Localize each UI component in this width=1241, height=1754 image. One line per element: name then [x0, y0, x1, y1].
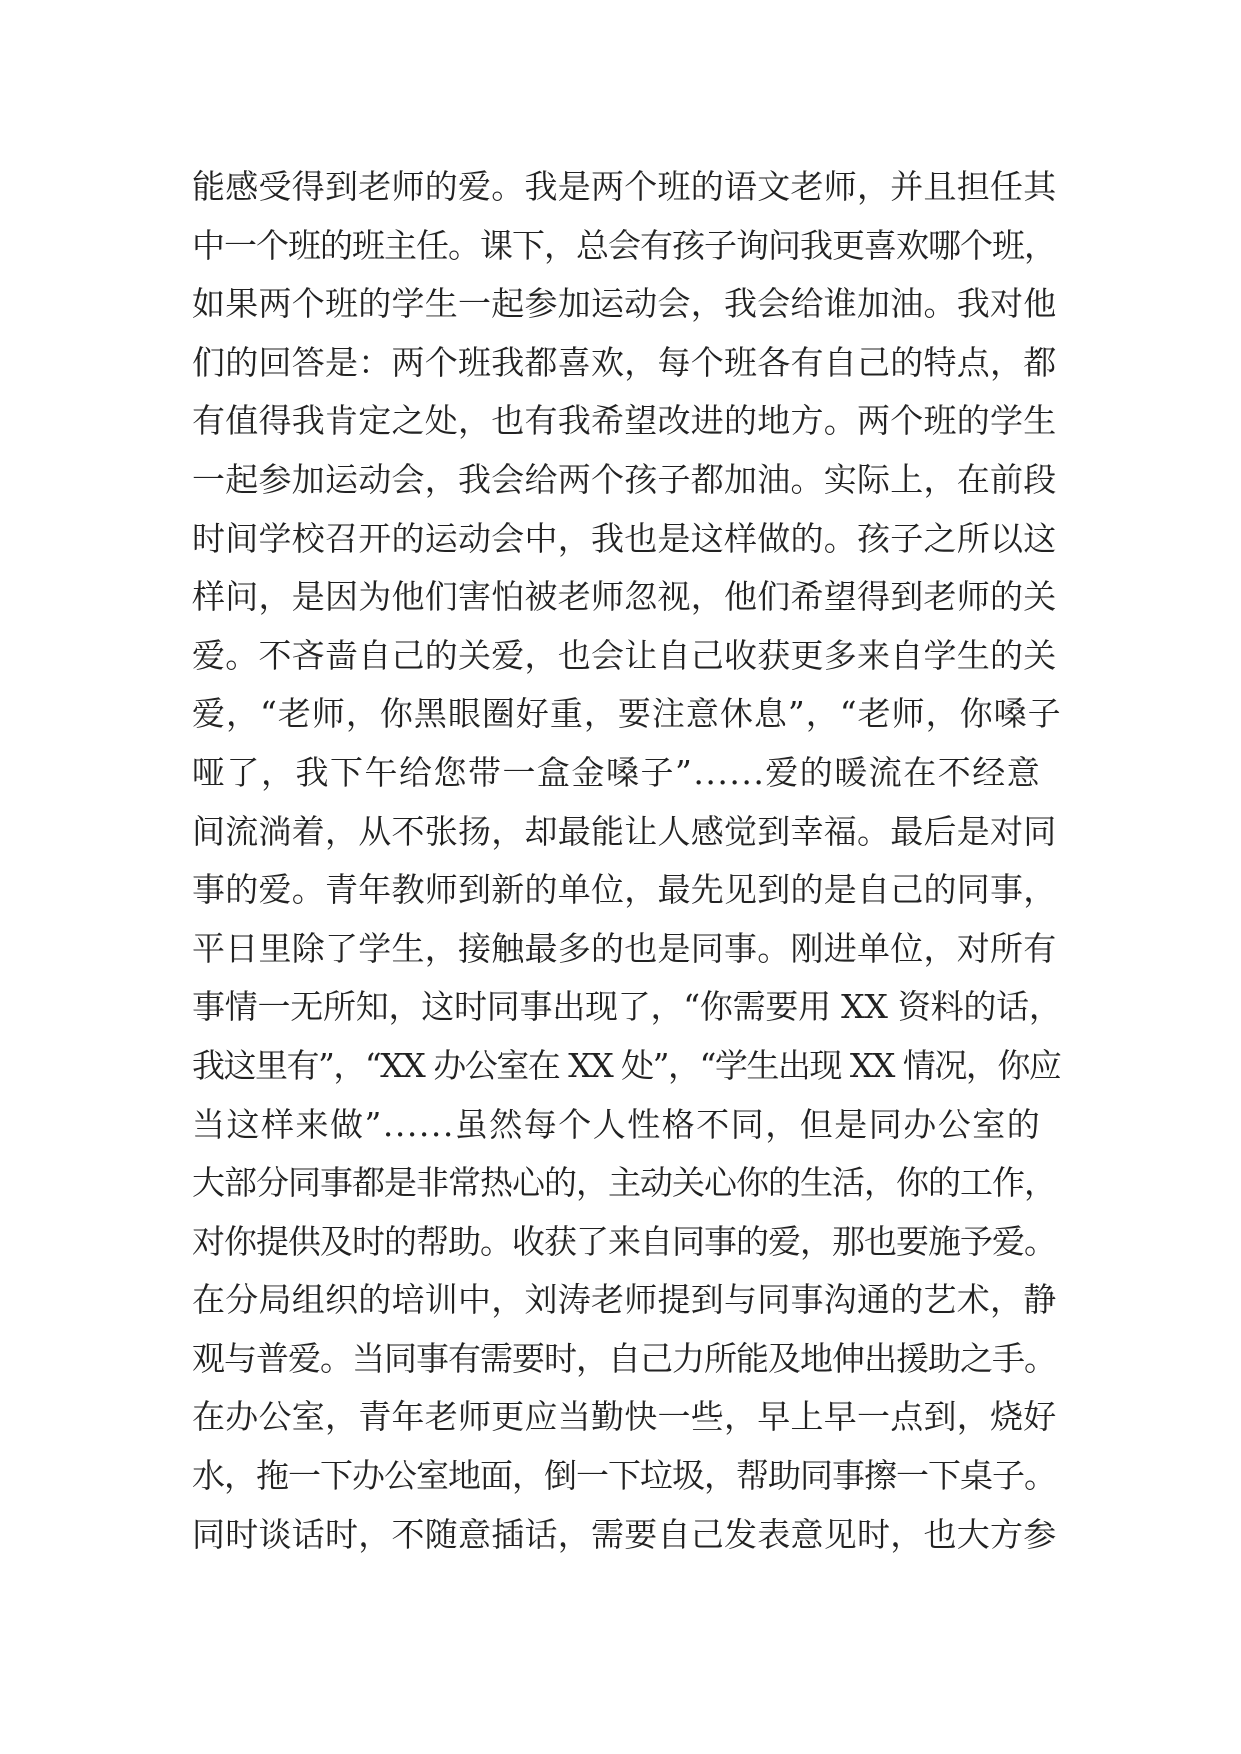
- text-line: 有值得我肯定之处，也有我希望改进的地方。两个班的学生: [192, 401, 1057, 441]
- text-line: 一起参加运动会，我会给两个孩子都加油。实际上，在前段: [192, 459, 1057, 499]
- text-line: 样问，是因为他们害怕被老师忽视，他们希望得到老师的关: [192, 577, 1057, 617]
- text-line: 对你提供及时的帮助。收获了来自同事的爱，那也要施予爱。: [192, 1221, 1056, 1261]
- text-line: 能感受得到老师的爱。我是两个班的语文老师，并且担任其: [192, 167, 1057, 206]
- body-text: [192, 158, 1062, 1564]
- text-line: 大部分同事都是非常热心的，主动关心你的生活，你的工作，: [192, 1163, 1056, 1203]
- text-line: 事情一无所知，这时同事出现了，“你需要用 XX 资料的话，: [192, 987, 1062, 1027]
- text-line: 间流淌着，从不张扬，却最能让人感觉到幸福。最后是对同: [192, 811, 1057, 851]
- text-line: 时间学校召开的运动会中，我也是这样做的。孩子之所以这: [192, 518, 1057, 558]
- text-line: 们的回答是：两个班我都喜欢，每个班各有自己的特点，都: [192, 342, 1057, 382]
- text-line: 爱，“老师，你黑眼圈好重，要注意休息”，“老师，你嗓子: [192, 694, 1062, 734]
- text-line: 水，拖一下办公室地面，倒一下垃圾，帮助同事擦一下桌子。: [192, 1456, 1056, 1496]
- text-line: 我这里有”，“XX 办公室在 XX 处”，“学生出现 XX 情况，你应: [192, 1045, 1061, 1085]
- text-line: 事的爱。青年教师到新的单位，最先见到的是自己的同事，: [192, 870, 1057, 910]
- text-line: 同时谈话时，不随意插话，需要自己发表意见时，也大方参: [192, 1514, 1057, 1554]
- text-line: 哑了，我下午给您带一盒金嗓子”......爱的暖流在不经意: [192, 752, 1042, 792]
- text-line: 中一个班的班主任。课下，总会有孩子询问我更喜欢哪个班，: [192, 225, 1056, 265]
- text-line: 当这样来做”......虽然每个人性格不同，但是同办公室的: [192, 1104, 1042, 1144]
- text-line: 在分局组织的培训中，刘涛老师提到与同事沟通的艺术，静: [192, 1280, 1057, 1320]
- text-line: 平日里除了学生，接触最多的也是同事。刚进单位，对所有: [192, 928, 1057, 968]
- text-line: 爱。不吝啬自己的关爱，也会让自己收获更多来自学生的关: [192, 635, 1057, 675]
- text-line: 观与普爱。当同事有需要时，自己力所能及地伸出援助之手。: [192, 1338, 1056, 1378]
- text-line: 在办公室，青年老师更应当勤快一些，早上早一点到，烧好: [192, 1397, 1057, 1437]
- text-line: 如果两个班的学生一起参加运动会，我会给谁加油。我对他: [192, 284, 1057, 324]
